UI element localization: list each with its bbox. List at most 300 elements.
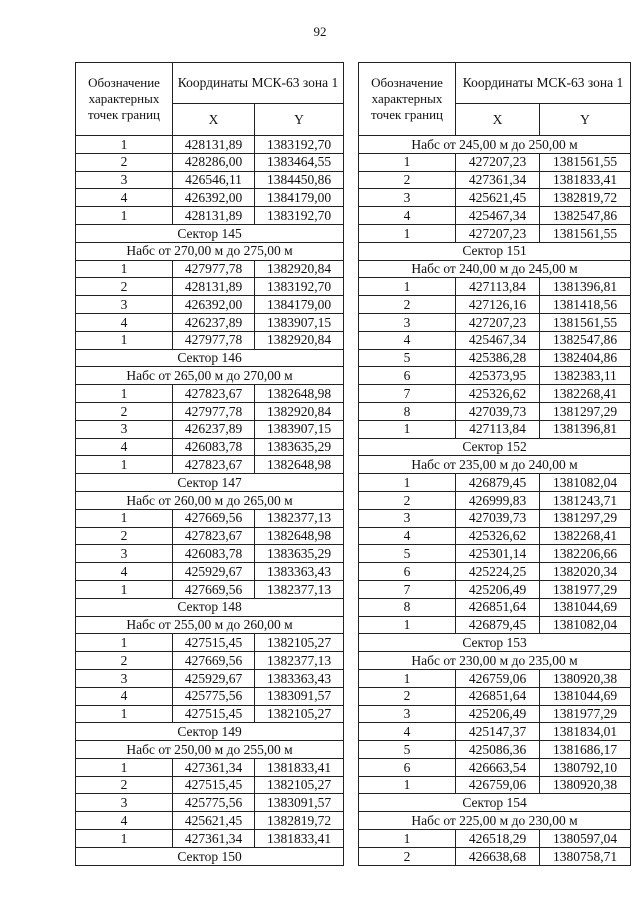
point-number: 2 [76, 652, 173, 670]
x-value: 427823,67 [173, 527, 255, 545]
point-number: 6 [359, 367, 456, 385]
y-value: 1380920,38 [540, 669, 631, 687]
point-number: 1 [76, 136, 173, 154]
x-value: 426083,78 [173, 438, 255, 456]
x-value: 427515,45 [173, 634, 255, 652]
y-value: 1381561,55 [540, 153, 631, 171]
x-header: X [173, 104, 255, 136]
x-value: 426851,64 [456, 598, 540, 616]
section-row [76, 367, 344, 385]
point-number: 2 [359, 171, 456, 189]
point-number: 4 [76, 189, 173, 207]
x-value: 428131,89 [173, 278, 255, 296]
table-row [76, 207, 344, 225]
point-number: 1 [76, 705, 173, 723]
y-value: 1382206,66 [540, 545, 631, 563]
y-value: 1382020,34 [540, 563, 631, 581]
point-number: 8 [359, 402, 456, 420]
y-value: 1383907,15 [255, 313, 344, 331]
y-value: 1380758,71 [540, 847, 631, 865]
table-row [359, 224, 631, 242]
table-row [359, 580, 631, 598]
y-value: 1384450,86 [255, 171, 344, 189]
x-value: 425929,67 [173, 563, 255, 581]
point-number: 3 [76, 296, 173, 314]
point-number: 3 [76, 420, 173, 438]
y-value: 1382105,27 [255, 705, 344, 723]
x-value: 427113,84 [456, 278, 540, 296]
point-number: 2 [359, 847, 456, 865]
x-value: 427823,67 [173, 385, 255, 403]
y-value: 1383091,57 [255, 687, 344, 705]
y-value: 1382920,84 [255, 331, 344, 349]
y-value: 1383192,70 [255, 207, 344, 225]
page-number: 92 [313, 24, 327, 39]
table-row [76, 313, 344, 331]
section-row [359, 812, 631, 830]
point-number: 2 [76, 278, 173, 296]
y-value: 1383635,29 [255, 438, 344, 456]
table-row [76, 652, 344, 670]
point-number: 4 [76, 687, 173, 705]
x-value: 426663,54 [456, 758, 540, 776]
table-row [359, 830, 631, 848]
y-value: 1382547,86 [540, 331, 631, 349]
y-value: 1382648,98 [255, 385, 344, 403]
table-row [76, 830, 344, 848]
point-number: 5 [359, 349, 456, 367]
section-row [359, 242, 631, 260]
point-number: 8 [359, 598, 456, 616]
table-row [76, 758, 344, 776]
table-row [359, 367, 631, 385]
table-row [76, 260, 344, 278]
table-row [76, 669, 344, 687]
section-label: Сектор 152 [359, 438, 631, 456]
coordinates-table-left [75, 62, 344, 866]
section-label: Набс от 235,00 м до 240,00 м [359, 456, 631, 474]
x-value: 425224,25 [456, 563, 540, 581]
x-value: 427977,78 [173, 402, 255, 420]
y-value: 1382383,11 [540, 367, 631, 385]
x-value: 426638,68 [456, 847, 540, 865]
x-value: 425621,45 [456, 189, 540, 207]
section-label: Набс от 265,00 м до 270,00 м [76, 367, 344, 385]
section-row [359, 260, 631, 278]
x-value: 427207,23 [456, 153, 540, 171]
x-header: X [456, 104, 540, 136]
y-value: 1382105,27 [255, 776, 344, 794]
section-row [359, 136, 631, 154]
y-value: 1380597,04 [540, 830, 631, 848]
x-value: 426237,89 [173, 313, 255, 331]
table-row [359, 296, 631, 314]
y-value: 1381082,04 [540, 474, 631, 492]
y-value: 1381686,17 [540, 741, 631, 759]
section-row [76, 616, 344, 634]
x-value: 427669,56 [173, 509, 255, 527]
y-value: 1382404,86 [540, 349, 631, 367]
x-value: 425929,67 [173, 669, 255, 687]
y-value: 1381561,55 [540, 313, 631, 331]
y-value: 1381833,41 [255, 830, 344, 848]
section-row [76, 349, 344, 367]
section-label: Набс от 260,00 м до 265,00 м [76, 491, 344, 509]
table-row [76, 438, 344, 456]
point-number: 1 [76, 758, 173, 776]
section-label: Набс от 250,00 м до 255,00 м [76, 741, 344, 759]
table-row [76, 527, 344, 545]
x-value: 427039,73 [456, 509, 540, 527]
point-number: 1 [359, 224, 456, 242]
table-row [359, 278, 631, 296]
x-value: 427823,67 [173, 456, 255, 474]
y-value: 1384179,00 [255, 296, 344, 314]
x-value: 426237,89 [173, 420, 255, 438]
coordinates-header: Координаты МСК-63 зона 1 [173, 63, 344, 104]
y-value: 1381833,41 [255, 758, 344, 776]
y-value: 1382819,72 [540, 189, 631, 207]
section-label: Набс от 270,00 м до 275,00 м [76, 242, 344, 260]
y-value: 1382105,27 [255, 634, 344, 652]
point-number: 3 [76, 171, 173, 189]
x-value: 426518,29 [456, 830, 540, 848]
table-body [359, 136, 631, 866]
y-value: 1383363,43 [255, 669, 344, 687]
x-value: 427039,73 [456, 402, 540, 420]
table-row [76, 278, 344, 296]
section-row [76, 847, 344, 865]
y-value: 1382377,13 [255, 580, 344, 598]
x-value: 427361,34 [173, 830, 255, 848]
table-row [359, 545, 631, 563]
section-label: Набс от 225,00 м до 230,00 м [359, 812, 631, 830]
table-row [359, 385, 631, 403]
y-value: 1384179,00 [255, 189, 344, 207]
table-row [76, 331, 344, 349]
table-row [359, 474, 631, 492]
y-value: 1383192,70 [255, 136, 344, 154]
table-row [359, 509, 631, 527]
x-value: 425775,56 [173, 687, 255, 705]
section-row [76, 242, 344, 260]
x-value: 425467,34 [456, 331, 540, 349]
point-number: 1 [76, 456, 173, 474]
y-value: 1383363,43 [255, 563, 344, 581]
y-value: 1383192,70 [255, 278, 344, 296]
point-number: 3 [359, 189, 456, 207]
x-value: 427669,56 [173, 580, 255, 598]
y-value: 1382268,41 [540, 527, 631, 545]
table-row [359, 491, 631, 509]
point-number: 1 [76, 634, 173, 652]
y-value: 1382920,84 [255, 402, 344, 420]
point-number: 1 [359, 776, 456, 794]
table-row [76, 794, 344, 812]
section-row [359, 794, 631, 812]
table-row [359, 420, 631, 438]
y-value: 1381082,04 [540, 616, 631, 634]
section-label: Сектор 150 [76, 847, 344, 865]
point-number: 1 [359, 616, 456, 634]
x-value: 427207,23 [456, 313, 540, 331]
y-value: 1383907,15 [255, 420, 344, 438]
coordinates-table-right [358, 62, 631, 866]
y-value: 1383464,55 [255, 153, 344, 171]
x-value: 426392,00 [173, 189, 255, 207]
point-number: 3 [359, 705, 456, 723]
x-value: 427515,45 [173, 776, 255, 794]
table-row [359, 402, 631, 420]
section-row [76, 224, 344, 242]
table-row [359, 776, 631, 794]
x-value: 425301,14 [456, 545, 540, 563]
y-value: 1381297,29 [540, 402, 631, 420]
point-number: 1 [359, 153, 456, 171]
x-value: 427361,34 [173, 758, 255, 776]
point-number: 1 [359, 278, 456, 296]
table-row [76, 705, 344, 723]
table-row [76, 545, 344, 563]
designation-header: Обозначение характерных точек границ [76, 63, 173, 136]
table-row [359, 758, 631, 776]
section-label: Сектор 154 [359, 794, 631, 812]
table-row [359, 153, 631, 171]
section-label: Сектор 146 [76, 349, 344, 367]
point-number: 1 [359, 474, 456, 492]
y-value: 1382819,72 [255, 812, 344, 830]
x-value: 427515,45 [173, 705, 255, 723]
y-header: Y [255, 104, 344, 136]
table-row [76, 296, 344, 314]
x-value: 427977,78 [173, 331, 255, 349]
section-row [76, 598, 344, 616]
x-value: 428286,00 [173, 153, 255, 171]
table-row [76, 634, 344, 652]
section-label: Набс от 245,00 м до 250,00 м [359, 136, 631, 154]
point-number: 1 [76, 260, 173, 278]
point-number: 4 [76, 313, 173, 331]
point-number: 1 [359, 669, 456, 687]
point-number: 5 [359, 545, 456, 563]
point-number: 2 [359, 296, 456, 314]
x-value: 427207,23 [456, 224, 540, 242]
table-row [76, 456, 344, 474]
table-body [76, 136, 344, 866]
point-number: 2 [359, 687, 456, 705]
section-label: Сектор 149 [76, 723, 344, 741]
x-value: 427669,56 [173, 652, 255, 670]
point-number: 7 [359, 580, 456, 598]
point-number: 4 [359, 723, 456, 741]
section-label: Набс от 255,00 м до 260,00 м [76, 616, 344, 634]
table-row [359, 189, 631, 207]
y-value: 1382547,86 [540, 207, 631, 225]
x-value: 425775,56 [173, 794, 255, 812]
point-number: 4 [76, 812, 173, 830]
table-row [76, 580, 344, 598]
y-value: 1381418,56 [540, 296, 631, 314]
table-row [76, 136, 344, 154]
y-value: 1381297,29 [540, 509, 631, 527]
table-row [359, 563, 631, 581]
table-row [359, 687, 631, 705]
point-number: 2 [76, 402, 173, 420]
table-row [359, 527, 631, 545]
y-value: 1381044,69 [540, 687, 631, 705]
table-row [359, 171, 631, 189]
x-value: 427977,78 [173, 260, 255, 278]
section-label: Сектор 147 [76, 474, 344, 492]
x-value: 425467,34 [456, 207, 540, 225]
y-value: 1381977,29 [540, 705, 631, 723]
point-number: 1 [359, 420, 456, 438]
x-value: 425373,95 [456, 367, 540, 385]
y-value: 1381977,29 [540, 580, 631, 598]
y-value: 1381396,81 [540, 420, 631, 438]
point-number: 6 [359, 563, 456, 581]
section-label: Сектор 153 [359, 634, 631, 652]
section-row [359, 438, 631, 456]
x-value: 426999,83 [456, 491, 540, 509]
table-row [76, 189, 344, 207]
y-value: 1382648,98 [255, 527, 344, 545]
point-number: 3 [76, 794, 173, 812]
x-value: 426879,45 [456, 616, 540, 634]
x-value: 428131,89 [173, 136, 255, 154]
y-value: 1380792,10 [540, 758, 631, 776]
point-number: 5 [359, 741, 456, 759]
x-value: 426759,06 [456, 669, 540, 687]
x-value: 428131,89 [173, 207, 255, 225]
table-row [359, 741, 631, 759]
designation-header: Обозначение характерных точек границ [359, 63, 456, 136]
x-value: 426879,45 [456, 474, 540, 492]
x-value: 427126,16 [456, 296, 540, 314]
point-number: 3 [76, 545, 173, 563]
y-value: 1381834,01 [540, 723, 631, 741]
table-row [76, 402, 344, 420]
point-number: 2 [76, 776, 173, 794]
x-value: 426083,78 [173, 545, 255, 563]
point-number: 4 [76, 438, 173, 456]
table-row [76, 171, 344, 189]
table-row [76, 509, 344, 527]
point-number: 4 [76, 563, 173, 581]
table-row [76, 153, 344, 171]
point-number: 2 [76, 153, 173, 171]
y-value: 1381561,55 [540, 224, 631, 242]
section-label: Набс от 240,00 м до 245,00 м [359, 260, 631, 278]
y-value: 1381396,81 [540, 278, 631, 296]
section-row [359, 634, 631, 652]
table-row [359, 331, 631, 349]
point-number: 2 [359, 491, 456, 509]
table-row [76, 385, 344, 403]
point-number: 4 [359, 207, 456, 225]
section-label: Сектор 151 [359, 242, 631, 260]
y-value: 1382377,13 [255, 509, 344, 527]
table-row [359, 705, 631, 723]
x-value: 426392,00 [173, 296, 255, 314]
x-value: 425326,62 [456, 527, 540, 545]
x-value: 427361,34 [456, 171, 540, 189]
table-row [76, 563, 344, 581]
point-number: 1 [76, 207, 173, 225]
point-number: 4 [359, 527, 456, 545]
point-number: 1 [359, 830, 456, 848]
x-value: 425326,62 [456, 385, 540, 403]
table-row [359, 598, 631, 616]
section-row [359, 456, 631, 474]
table-row [359, 723, 631, 741]
point-number: 1 [76, 331, 173, 349]
table-row [359, 847, 631, 865]
coordinates-header: Координаты МСК-63 зона 1 [456, 63, 631, 104]
section-row [76, 491, 344, 509]
y-value: 1380920,38 [540, 776, 631, 794]
point-number: 3 [359, 509, 456, 527]
point-number: 2 [76, 527, 173, 545]
table-row [76, 812, 344, 830]
section-row [359, 652, 631, 670]
section-row [76, 723, 344, 741]
x-value: 425621,45 [173, 812, 255, 830]
x-value: 427113,84 [456, 420, 540, 438]
point-number: 1 [76, 830, 173, 848]
y-value: 1383091,57 [255, 794, 344, 812]
x-value: 425206,49 [456, 705, 540, 723]
table-row [76, 687, 344, 705]
table-row [359, 207, 631, 225]
point-number: 1 [76, 580, 173, 598]
y-value: 1383635,29 [255, 545, 344, 563]
point-number: 6 [359, 758, 456, 776]
table-row [76, 420, 344, 438]
section-row [76, 741, 344, 759]
y-value: 1381833,41 [540, 171, 631, 189]
point-number: 7 [359, 385, 456, 403]
point-number: 1 [76, 509, 173, 527]
section-label: Сектор 145 [76, 224, 344, 242]
table-row [359, 616, 631, 634]
point-number: 1 [76, 385, 173, 403]
point-number: 3 [76, 669, 173, 687]
x-value: 425386,28 [456, 349, 540, 367]
y-value: 1382268,41 [540, 385, 631, 403]
section-label: Набс от 230,00 м до 235,00 м [359, 652, 631, 670]
table-row [76, 776, 344, 794]
x-value: 425086,36 [456, 741, 540, 759]
section-label: Сектор 148 [76, 598, 344, 616]
y-value: 1382920,84 [255, 260, 344, 278]
point-number: 4 [359, 331, 456, 349]
x-value: 425206,49 [456, 580, 540, 598]
table-row [359, 669, 631, 687]
point-number: 3 [359, 313, 456, 331]
y-value: 1382377,13 [255, 652, 344, 670]
x-value: 426759,06 [456, 776, 540, 794]
table-row [359, 313, 631, 331]
table-row [359, 349, 631, 367]
y-value: 1381243,71 [540, 491, 631, 509]
y-value: 1381044,69 [540, 598, 631, 616]
y-header: Y [540, 104, 631, 136]
section-row [76, 474, 344, 492]
y-value: 1382648,98 [255, 456, 344, 474]
x-value: 425147,37 [456, 723, 540, 741]
x-value: 426851,64 [456, 687, 540, 705]
